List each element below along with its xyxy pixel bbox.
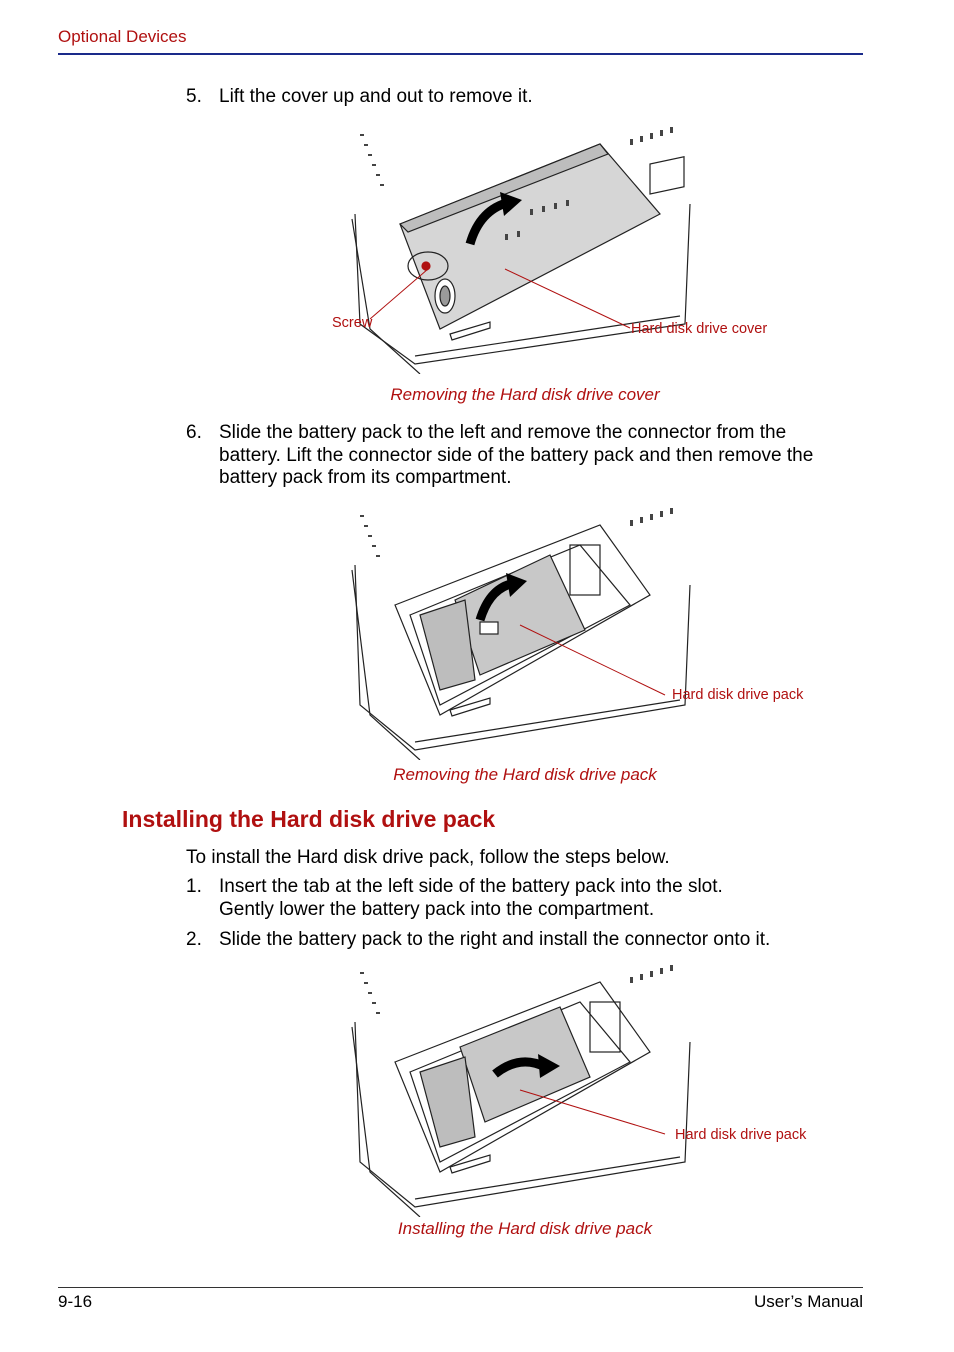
step-number: 2. bbox=[186, 929, 202, 950]
step-5 bbox=[186, 86, 866, 110]
callout-hdd-pack: Hard disk drive pack bbox=[675, 1127, 807, 1143]
callout-hdd-pack: Hard disk drive pack bbox=[672, 687, 804, 703]
step-text-line: battery. Lift the connector side of the battery pack and then remove the bbox=[219, 444, 814, 466]
step-number: 1. bbox=[186, 876, 202, 897]
callout-hdd-cover: Hard disk drive cover bbox=[631, 321, 768, 337]
page-number: 9-16 bbox=[58, 1292, 93, 1311]
step-number: 6. bbox=[186, 422, 202, 443]
step-text-line: Slide the battery pack to the left and remove the connector from the bbox=[219, 422, 787, 443]
install-step-2 bbox=[186, 929, 866, 953]
running-header: Optional Devices bbox=[58, 27, 187, 46]
section-title: Installing the Hard disk drive pack bbox=[122, 806, 496, 832]
footer-rule bbox=[58, 1287, 863, 1288]
header-rule bbox=[58, 53, 863, 55]
step-text: Lift the cover up and out to remove it. bbox=[219, 86, 533, 107]
figure-remove-pack bbox=[330, 505, 710, 760]
figure-caption: Installing the Hard disk drive pack bbox=[397, 1219, 653, 1238]
figure-caption: Removing the Hard disk drive cover bbox=[390, 385, 660, 404]
step-text-line: Insert the tab at the left side of the battery pack into the slot. bbox=[219, 876, 723, 897]
step-text-line: battery pack from its compartment. bbox=[219, 467, 512, 488]
step-number: 5. bbox=[186, 86, 202, 107]
callout-screw: Screw bbox=[332, 315, 373, 331]
install-step-1 bbox=[186, 876, 866, 922]
manual-title: User’s Manual bbox=[754, 1292, 863, 1311]
figure-install-pack bbox=[330, 962, 710, 1217]
step-text-line: Gently lower the battery pack into the compartment. bbox=[219, 898, 655, 920]
step-text-line: Slide the battery pack to the right and install the connector onto it. bbox=[219, 929, 771, 950]
step-6 bbox=[186, 422, 866, 492]
figure-caption: Removing the Hard disk drive pack bbox=[393, 765, 657, 784]
section-intro: To install the Hard disk drive pack, follow the steps below. bbox=[186, 847, 670, 868]
